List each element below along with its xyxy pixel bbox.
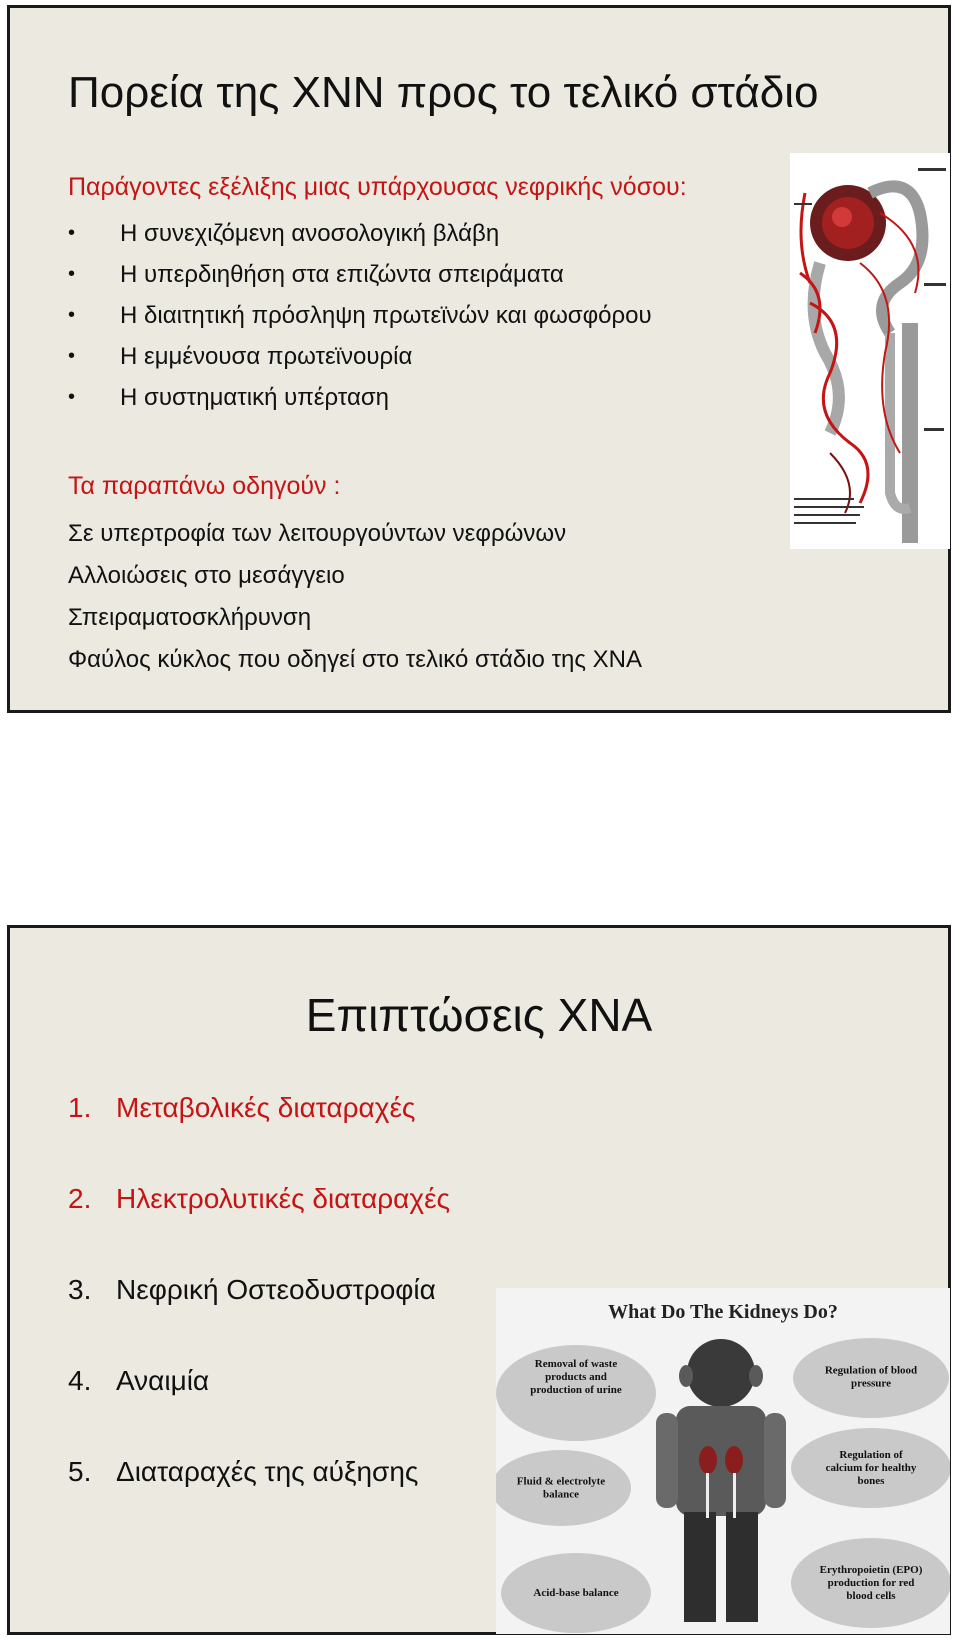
list-item: • Η συστηματική υπέρταση bbox=[68, 377, 652, 418]
label-epo: Erythropoietin (EPO) production for red blood cells bbox=[819, 1564, 923, 1602]
bullet-icon: • bbox=[68, 304, 76, 326]
slide-ckd-progression bbox=[7, 5, 951, 713]
label-calcium: Regulation of calcium for healthy bones bbox=[825, 1449, 917, 1487]
nephron-diagram-icon bbox=[790, 153, 950, 549]
kidneys-figure-svg bbox=[496, 1288, 950, 1634]
label-waste: Removal of waste products and production of urine bbox=[530, 1358, 622, 1396]
bullet-icon: • bbox=[68, 386, 76, 408]
list-item: Αλλοιώσεις στο μεσάγγειο bbox=[68, 562, 345, 589]
list-item: Σε υπερτροφία των λειτουργούντων νεφρώνων bbox=[68, 520, 567, 547]
list-item: 4. Αναιμία bbox=[68, 1365, 210, 1396]
bullet-icon: • bbox=[68, 345, 76, 367]
factors-heading: Παράγοντες εξέλιξης μιας υπάρχουσας νεφρικής νόσου: bbox=[68, 173, 687, 201]
label-blood-pressure: Regulation of blood pressure bbox=[824, 1364, 918, 1390]
kidneys-function-figure bbox=[496, 1288, 950, 1634]
nephron-diagram-image bbox=[790, 153, 950, 549]
list-item: 5. Διαταραχές της αύξησης bbox=[68, 1456, 419, 1487]
label-acid-base: Acid-base balance bbox=[533, 1587, 619, 1599]
bullet-icon: • bbox=[68, 222, 76, 244]
label-fluid: Fluid & electrolyte balance bbox=[516, 1475, 606, 1501]
outcomes-list bbox=[68, 513, 642, 681]
figure-title: What Do The Kidneys Do? bbox=[608, 1301, 838, 1323]
slide-title: Επιπτώσεις ΧΝΑ bbox=[305, 989, 653, 1041]
list-item: Σπειραματοσκλήρυνση bbox=[68, 604, 312, 631]
slide-ckd-complications bbox=[7, 925, 951, 1635]
list-item: 3. Νεφρική Οστεοδυστροφία bbox=[68, 1274, 436, 1305]
list-item: • Η υπερδιηθήση στα επιζώντα σπειράματα bbox=[68, 254, 652, 295]
complications-list bbox=[68, 1088, 450, 1543]
bullet-icon: • bbox=[68, 263, 76, 285]
list-item: • Η εμμένουσα πρωτεϊνουρία bbox=[68, 336, 652, 377]
list-item: 2. Ηλεκτρολυτικές διαταραχές bbox=[68, 1183, 451, 1214]
list-item: Φαύλος κύκλος που οδηγεί στο τελικό στάδιο της ΧΝΑ bbox=[68, 646, 642, 673]
list-item: 1. Μεταβολικές διαταραχές bbox=[68, 1092, 416, 1123]
factors-list bbox=[68, 213, 652, 418]
list-item: • Η διαιτητική πρόσληψη πρωτεϊνών και φωσφόρου bbox=[68, 295, 652, 336]
slide-title: Πορεία της ΧΝΝ προς το τελικό στάδιο bbox=[68, 68, 819, 117]
outcome-heading: Τα παραπάνω οδηγούν : bbox=[68, 472, 341, 500]
list-item: • Η συνεχιζόμενη ανοσολογική βλάβη bbox=[68, 213, 652, 254]
